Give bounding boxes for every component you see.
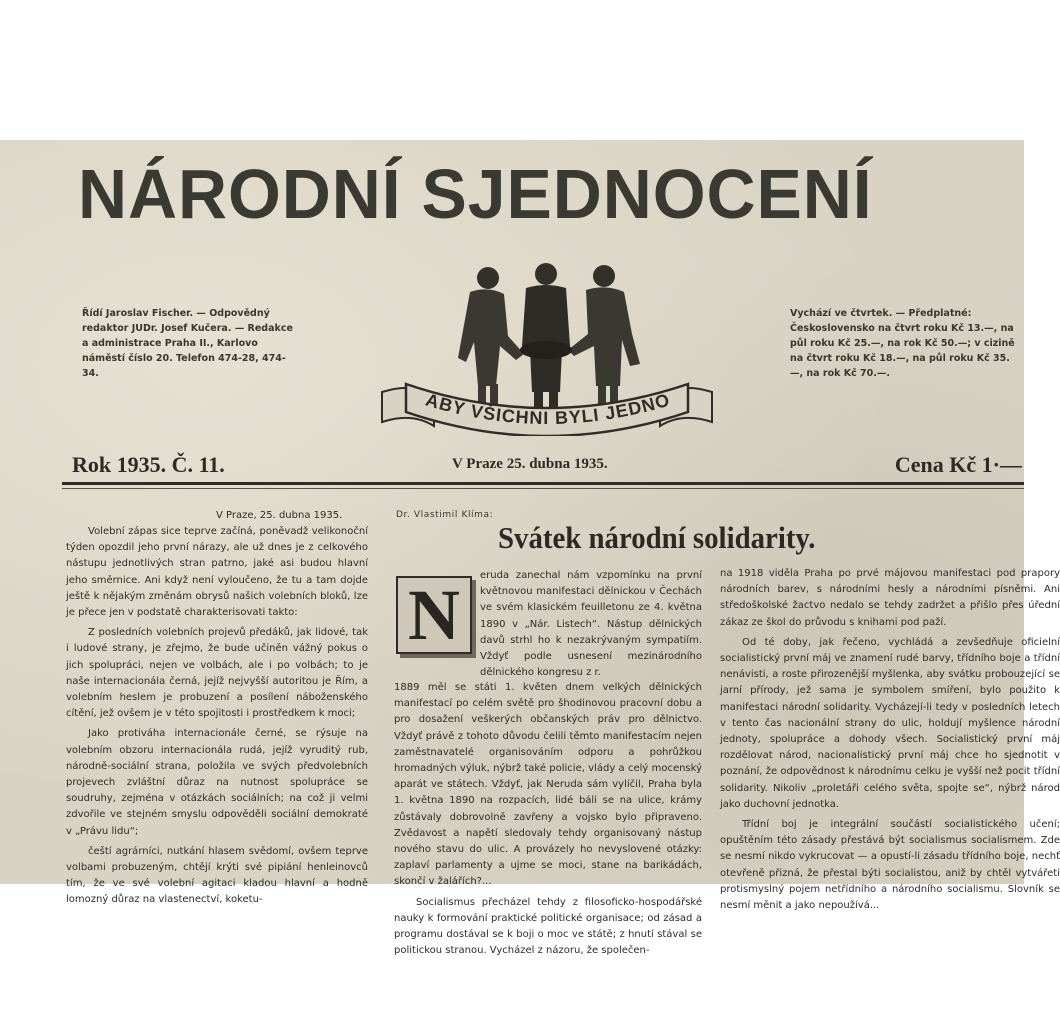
imprint-editorial: Řídí Jaroslav Fischer. — Odpovědný redaktor JUDr. Josef Kučera. — Redakce a administrace Praha II., Karlovo náměstí číslo 20. Telefon 474-28, 474-34. bbox=[82, 308, 293, 379]
paragraph: Volební zápas sice teprve začíná, poněvadž velikonoční týden opozdil jeho první nárazy, ale už dnes je z celkového nástupu jednotlivých stran patrno, jaké asi budou hlavní jeho směrnice. Ani když není vyloučeno, že tu a tam dojde ještě k nějakým změnám obrysů našich volebních bloků, lze je přece jen v podstatě charakterisovati takto: bbox=[66, 526, 368, 619]
dateline: V Praze 25. dubna 1935. bbox=[452, 456, 608, 472]
masthead-title: NÁRODNÍ SJEDNOCENÍ bbox=[78, 155, 873, 233]
paragraph: Jako protiváha internacionále černé, se rýsuje na volebním obzoru internacionála rudá, jejíž vyruditý rub, národně-sociální strana, položila ve svých předvolebních projevech zvláštní důraz na nutnost spolupráce se soudruhy, zejména v otázkách sociálních; na což ji velmi zdvořile ve stejném smyslu odpověděli sociální demokraté v „Právu lidu“; bbox=[66, 728, 368, 837]
header-rule bbox=[62, 482, 1024, 485]
year-issue: Rok 1935. Č. 11. bbox=[72, 452, 225, 477]
issue-info-row bbox=[72, 450, 1022, 480]
emblem-motto: ABY VŠICHNI BYLI JEDNO bbox=[423, 389, 673, 429]
article-column-2 bbox=[394, 680, 702, 959]
header-rule-thin bbox=[62, 488, 1024, 489]
editorial-column bbox=[66, 524, 368, 909]
paragraph: eruda zanechal nám vzpomínku na první květnovou manifestaci dělnickou v Čechách ve svém klasickém feuilletonu ze 4. května 1890 v „Nár. Listech“. Nástup dělnických davů strhl ho k nezakrývaným sympatiím. Vždyť podle usnesení mezinárodního dělnického kongresu z r. bbox=[480, 570, 702, 679]
paragraph: čeští agrárníci, nutkání hlasem svědomí, ovšem teprve volbami probuzeným, chtějí krýti své pipiání henleinovců tím, že ve své volební agitaci kladou hlavní a hodně lomozný důraz na vlastenectví, koketu- bbox=[66, 845, 368, 906]
paragraph: Třídní boj je integrální součástí socialistického učení; opuštěním této zásady přestává být socialismus socialismem. Zde se nesmí nikdo vykrucovat — a opustí-li zásadu třídního boje, nechť otevřeně přizná, že přestal býti socialistou, aniž by chtěl vytvářeti protismyslný pojem netřídního a národního socialismu. Slovník se nesmí měnit a jako nepoužívá... bbox=[720, 819, 1060, 912]
paragraph: 1889 měl se státi 1. květen dnem velkých dělnických manifestací po celém světě pro šhodinovou pracovní dobu a pro dosažení veškerých občanských práv pro dělnictvo. Vždyť právě z tohoto důvodu čelili těmto manifestacím nejen zaměstnavatelé organisováním odporu a pohrůžkou hromadných výluk, nýbrž také policie, vlády a celý mocenský aparát ve státech. Vždyť, jak Neruda sám vylíčil, Praha byla 1. května 1890 na rozpacích, lidé báli se na ulice, krámy zůstávaly dobrovolně zavřeny a vojsko bylo připraveno. Zvědavost a napětí sledovaly tehdy organisovaný nástup nového stavu do ulic. A provázely ho nevyslovené otázky: zaplaví parlamenty a ujme se moci, stane na barikádách, skončí v žalářích?... bbox=[394, 682, 702, 888]
newspaper-page bbox=[0, 140, 1060, 957]
paragraph: Od té doby, jak řečeno, vychládá a zevšedňuje oficielní socialistický první máj ve znamení rudé barvy, třídního boje a třídní nenávisti, a roste přirozenější myšlenka, aby svátku probouzející se jarní přírody, jež sama je symbolem smíření, bylo použito k manifestaci národní solidarity. Vycházejí-li tedy v posledních letech v tento čas nacionální strany do ulic, holdují myšlence národní jednoty, spolupráce a dohody všech. Socialistický první máj rozdělovat národ, nacionalistický první máj chce ho sjednotit v poznání, že odpovědnost k národnímu celku je vyšší než pocit třídní solidarity. Nikoliv „proletáři celého světa, spojte se“, nýbrž národ jako duchovní jednotka. bbox=[720, 636, 1060, 810]
price: Cena Kč 1·— bbox=[894, 452, 1022, 477]
paragraph: na 1918 viděla Praha po prvé májovou manifestaci pod prapory národních barev, s národními hesly a národními písněmi. Ani středoškolské žactvo nedalo se tehdy zadržet a přišlo přes úřední zákaz ze škol do průvodu s knihami pod paží. bbox=[720, 568, 1060, 628]
article-intro bbox=[480, 568, 702, 681]
column-dateline: V Praze, 25. dubna 1935. bbox=[216, 510, 343, 521]
paragraph: Socialismus přecházel tehdy z filosoficko-hospodářské nauky k formování praktické politické organisace; od zásad a programu dostával se k boji o moc ve státě; z hnutí stával se politickou stranou. Vycházel z názoru, že společen- bbox=[394, 896, 702, 957]
article-author: Dr. Vlastimil Klíma: bbox=[396, 510, 494, 520]
drop-cap: N bbox=[396, 576, 472, 654]
three-men-handshake-emblem bbox=[374, 256, 720, 436]
imprint-subscription: Vychází ve čtvrtek. — Předplatné: Československo na čtvrt roku Kč 13.—, na půl roku Kč 25.—, na rok Kč 50.—; v cizině na čtvrt roku Kč 18.—, na půl roku Kč 35.—, na rok Kč 70.—. bbox=[790, 308, 1015, 379]
article-column-3 bbox=[720, 566, 1060, 914]
article-headline: Svátek národní solidarity. bbox=[498, 520, 816, 555]
paragraph: Z posledních volebních projevů předáků, jak lidové, tak i ludové strany, je zřejmo, že bude učiněn vážný pokus o jich spolupráci, nejen ve volbách, ale i po volbách; to je naše internacionála černá, jejíž nejvyšší autoritou je Řím, a volebním heslem je probuzení a posílení náboženského cítění, jež ovšem je v této spojitosti i prostředkem k moci; bbox=[66, 627, 368, 720]
